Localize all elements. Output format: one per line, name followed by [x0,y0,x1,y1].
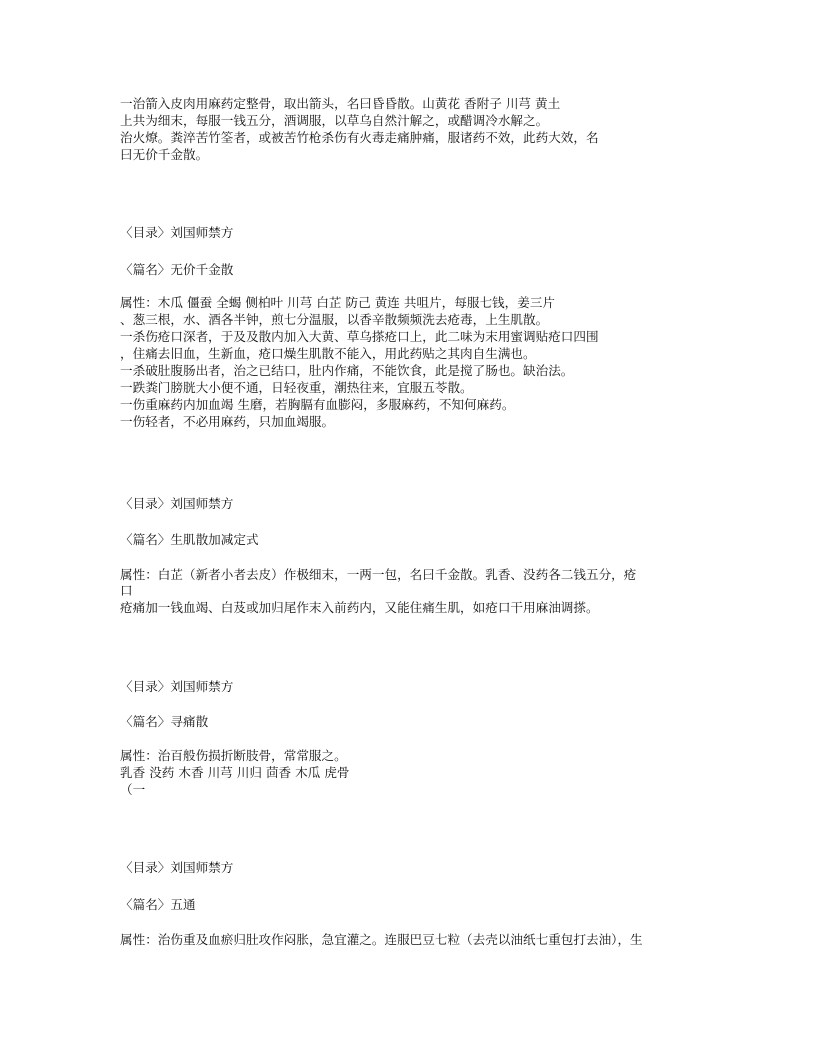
text-line: 一跌粪门膀胱大小便不通，日轻夜重，潮热往来，宜服五苓散。 [120,380,473,395]
catalog-heading: 〈目录〉刘国师禁方 [120,225,234,240]
text-line: 曰无价千金散。 [120,147,209,162]
text-line: 属性：木瓜 僵蚕 全蝎 侧柏叶 川芎 白芷 防己 黄连 共咀片，每服七钱，姜三片 [120,295,556,310]
text-line: （一 [120,782,146,797]
text-line: 口 [120,583,133,598]
text-line: 属性：治伤重及血瘀归肚攻作闷胀，急宜灌之。连服巴豆七粒（去壳以油纸七重包打去油），生 [120,932,643,947]
catalog-heading: 〈目录〉刘国师禁方 [120,496,234,511]
text-line: 、葱三根，水、酒各半钟，煎七分温服，以香辛散频频洗去疮毒，上生肌散。 [120,312,549,327]
chapter-title: 〈篇名〉生肌散加减定式 [120,532,259,547]
text-line: 一杀伤疮口深者，于及及散内加入大黄、草乌搽疮口上，此二味为末用蜜调贴疮口四围 [120,329,599,344]
text-line: 上共为细末，每服一钱五分，酒调服，以草乌自然汁解之，或醋调冷水解之。 [120,113,549,128]
text-line: 一治箭入皮肉用麻药定整骨，取出箭头，名曰昏昏散。山黄花 香附子 川芎 黄土 [120,96,561,111]
text-line: 一杀破肚腹肠出者，治之已结口，肚内作痛，不能饮食，此是搅了肠也。缺治法。 [120,363,574,378]
catalog-heading: 〈目录〉刘国师禁方 [120,679,234,694]
text-line: 乳香 没药 木香 川芎 川归 茴香 木瓜 虎骨 [120,765,350,780]
text-line: 治火燎。粪淬苦竹筌者，或被苦竹枪杀伤有火毒走痛肿痛，服诸药不效，此药大效，名 [120,130,599,145]
text-line: 属性：治百般伤损折断肢骨，常常服之。 [120,748,347,763]
text-line: 一伤重麻药内加血竭 生磨，若胸膈有血膨闷，多服麻药，不知何麻药。 [120,397,515,412]
chapter-title: 〈篇名〉五通 [120,897,196,912]
text-line: 一伤轻者，不必用麻药，只加血竭服。 [120,414,335,429]
text-line: 属性：白芷（新者小者去皮）作极细末，一两一包，名曰千金散。乳香、没药各二钱五分，疮 [120,567,637,582]
chapter-title: 〈篇名〉寻痛散 [120,714,209,729]
chapter-title: 〈篇名〉无价千金散 [120,262,234,277]
text-line: 疮痛加一钱血竭、白芨或加归尾作末入前药内，又能住痛生肌，如疮口干用麻油调搽。 [120,600,599,615]
text-line: ，住痛去旧血，生新血，疮口燥生肌散不能入，用此药贴之其肉自生满也。 [120,346,536,361]
catalog-heading: 〈目录〉刘国师禁方 [120,860,234,875]
